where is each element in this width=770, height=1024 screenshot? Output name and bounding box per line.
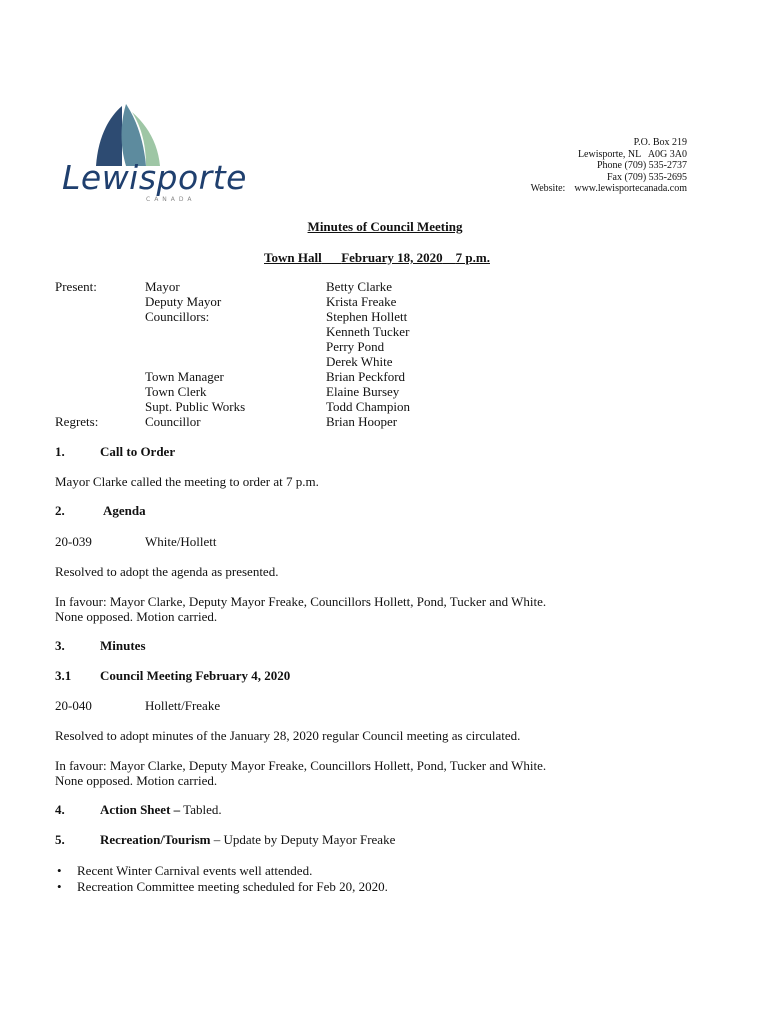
meeting-date: February 18, 2020 <box>341 250 443 265</box>
meeting-place: Town Hall <box>264 250 322 265</box>
website-label: Website: <box>530 183 566 194</box>
section-5-title: Recreation/Tourism <box>100 832 211 847</box>
section-3-1-number: 3.1 <box>55 668 72 683</box>
section-1-text: Mayor Clarke called the meeting to order at 7 p.m. <box>55 474 319 489</box>
fax: Fax (709) 535-2695 <box>607 171 687 183</box>
section-5-text: – Update by Deputy Mayor Freake <box>210 832 396 847</box>
motion-number: 20-039 <box>55 534 92 549</box>
motion-number: 20-040 <box>55 698 92 713</box>
attendee-name: Betty Clarke <box>326 279 393 294</box>
logo-wordmark: Lewisporte <box>62 158 247 197</box>
website-link[interactable]: www.lewisportecanada.com <box>574 183 687 194</box>
section-4-number: 4. <box>55 802 65 817</box>
attendee-name: Kenneth Tucker <box>326 324 410 339</box>
attendee-role: Councillors: <box>145 309 210 324</box>
section-1-title: Call to Order <box>100 444 176 459</box>
vote-line: In favour: Mayor Clarke, Deputy Mayor Freake, Councillors Hollett, Pond, Tucker and White. <box>55 758 547 773</box>
attendee-role: Councillor <box>145 414 201 429</box>
phone: Phone (709) 535-2737 <box>597 160 687 171</box>
attendee-name: Krista Freake <box>326 294 397 309</box>
section-1-number: 1. <box>55 444 65 459</box>
section-2-number: 2. <box>55 503 65 518</box>
meeting-line <box>264 250 490 265</box>
section-3-title: Minutes <box>100 638 146 653</box>
attendee-role: Deputy Mayor <box>145 294 222 309</box>
logo-subtitle: CANADA <box>146 196 196 203</box>
attendee-name: Todd Champion <box>326 399 410 414</box>
section-5-number: 5. <box>55 832 65 847</box>
vote-line: In favour: Mayor Clarke, Deputy Mayor Freake, Councillors Hollett, Pond, Tucker and White. <box>55 594 547 609</box>
meeting-time: 7 p.m. <box>455 250 490 265</box>
motion-movers: White/Hollett <box>145 534 217 549</box>
list-item: • Recent Winter Carnival events well attended. <box>77 863 312 878</box>
attendee-name: Elaine Bursey <box>326 384 400 399</box>
po-box: P.O. Box 219 <box>633 137 687 148</box>
attendee-name: Brian Hooper <box>326 414 398 429</box>
motion-movers: Hollett/Freake <box>145 698 221 713</box>
attendee-role: Supt. Public Works <box>145 399 246 414</box>
section-3-number: 3. <box>55 638 65 653</box>
section-2-title: Agenda <box>103 503 146 518</box>
vote-result: None opposed. Motion carried. <box>55 773 218 788</box>
attendee-role: Mayor <box>145 279 180 294</box>
regrets-label: Regrets: <box>55 414 99 429</box>
city-postal: Lewisporte, NL A0G 3A0 <box>577 148 687 160</box>
resolution-text: Resolved to adopt the agenda as presented. <box>55 564 279 579</box>
section-4-text: Tabled. <box>180 802 222 817</box>
website-line <box>531 183 687 195</box>
list-item: • Recreation Committee meeting scheduled for Feb 20, 2020. <box>77 879 388 894</box>
section-3-1-title: Council Meeting February 4, 2020 <box>100 668 291 683</box>
attendee-role: Town Clerk <box>145 384 207 399</box>
town-logo <box>62 104 247 208</box>
attendee-role: Town Manager <box>145 369 224 384</box>
address-block <box>531 137 687 195</box>
vote-result: None opposed. Motion carried. <box>55 609 218 624</box>
attendee-name: Stephen Hollett <box>326 309 408 324</box>
attendee-name: Perry Pond <box>326 339 385 354</box>
attendee-name: Derek White <box>326 354 393 369</box>
attendee-name: Brian Peckford <box>326 369 406 384</box>
present-label: Present: <box>55 279 97 294</box>
section-5-line <box>100 832 395 847</box>
document-title: Minutes of Council Meeting <box>307 219 463 234</box>
resolution-text: Resolved to adopt minutes of the January 28, 2020 regular Council meeting as circulated. <box>55 728 521 743</box>
section-4-line <box>100 802 222 817</box>
section-4-title: Action Sheet – <box>100 802 181 817</box>
